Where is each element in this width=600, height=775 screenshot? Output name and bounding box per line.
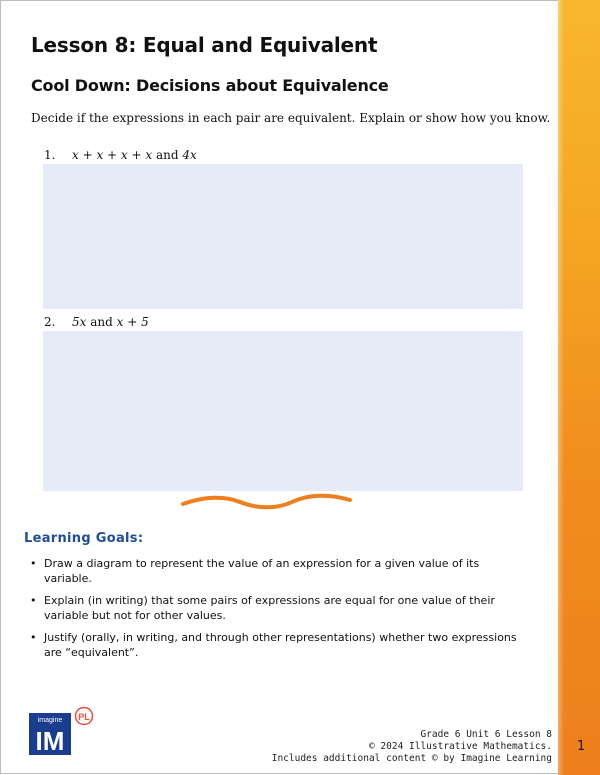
instructions: Decide if the expressions in each pair are equivalent. Explain or show how you know. xyxy=(31,111,551,125)
imagine-im-logo xyxy=(29,706,95,756)
learning-goals-title: Learning Goals: xyxy=(24,531,144,546)
answer-box-1[interactable] xyxy=(43,164,523,309)
footer-credits xyxy=(272,729,552,765)
question-2-label xyxy=(44,315,149,329)
orange-side-band xyxy=(558,0,600,775)
question-1-expression: x + x + x + x xyxy=(72,148,153,162)
question-2-number: 2. xyxy=(44,315,56,329)
question-2-expression: 5x xyxy=(72,315,87,329)
learning-goal-item: • Explain (in writing) that some pairs of expressions are equal for one value of their variable but not for other values. xyxy=(30,593,530,623)
logo-main-text: IM xyxy=(35,726,65,756)
answer-box-2[interactable] xyxy=(43,331,523,491)
question-1-number: 1. xyxy=(44,148,56,162)
question-2-connector: and xyxy=(90,315,113,329)
cool-down-title: Cool Down: Decisions about Equivalence xyxy=(31,76,389,95)
learning-goals-list xyxy=(30,556,530,667)
question-1-expression-2: 4x xyxy=(182,148,197,162)
lesson-title: Lesson 8: Equal and Equivalent xyxy=(31,33,378,57)
page-number: 1 xyxy=(577,739,586,754)
learning-goal-item: • Draw a diagram to represent the value of an expression for a given value of its variable. xyxy=(30,556,530,586)
footer-additional-line: Includes additional content © by Imagine Learning xyxy=(271,753,552,764)
orange-squiggle-divider xyxy=(180,490,355,514)
question-1-label xyxy=(44,148,197,162)
logo-badge-text: PL xyxy=(78,712,90,722)
footer-copyright-line: © 2024 Illustrative Mathematics. xyxy=(368,741,552,752)
learning-goal-item: • Justify (orally, in writing, and through other representations) whether two expressions are “equivalent”. xyxy=(30,630,530,660)
footer-grade-line: Grade 6 Unit 6 Lesson 8 xyxy=(420,729,552,740)
logo-top-text: imagine xyxy=(37,717,63,724)
question-1-connector: and xyxy=(155,148,179,162)
question-2-expression-2: x + 5 xyxy=(116,315,149,329)
